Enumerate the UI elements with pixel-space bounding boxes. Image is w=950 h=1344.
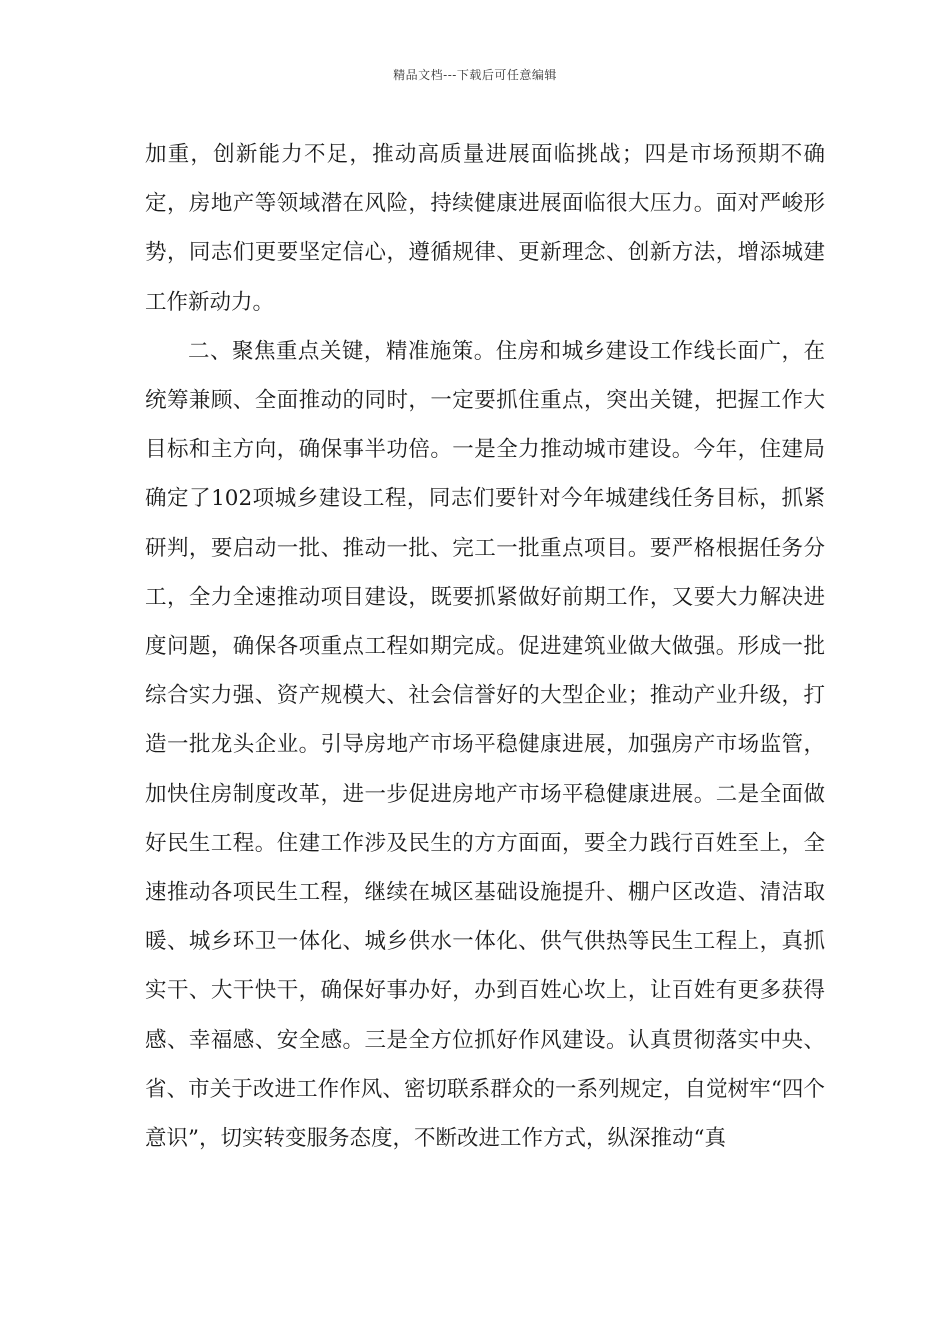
page-header: 精品文档---下载后可任意编辑 bbox=[393, 68, 557, 82]
paragraph-continuation: 加重，创新能力不足，推动高质量进展面临挑战；四是市场预期不确定，房地产等领域潜在风险，持续健康进展面临很大压力。面对严峻形势，同志们更要坚定信心，遵循规律、更新理念、创新方法，增添城建工作新动力。 bbox=[145, 142, 825, 315]
paragraph-section-two: 二、聚焦重点关键，精准施策。住房和城乡建设工作线长面广，在统筹兼顾、全面推动的同时，一定要抓住重点，突出关键，把握工作大目标和主方向，确保事半功倍。一是全力推动城市建设。今年，住建局确定了102项城乡建设工程，同志们要针对今年城建线任务目标，抓紧研判，要启动一批、推动一批、完工一批重点项目。要严格根据任务分工，全力全速推动项目建设，既要抓紧做好前期工作，又要大力解决进度问题，确保各项重点工程如期完成。促进建筑业做大做强。形成一批综合实力强、资产规模大、社会信誉好的大型企业；推动产业升级，打造一批龙头企业。引导房地产市场平稳健康进展，加强房产市场监管，加快住房制度改革，进一步促进房地产市场平稳健康进展。二是全面做好民生工程。住建工作涉及民生的方方面面，要全力践行百姓至上，全速推动各项民生工程，继续在城区基础设施提升、棚户区改造、清洁取暖、城乡环卫一体化、城乡供水一体化、供气供热等民生工程上，真抓实干、大干快干，确保好事办好，办到百姓心坎上，让百姓有更多获得感、幸福感、安全感。三是全方位抓好作风建设。认真贯彻落实中央、省、市关于改进工作作风、密切联系群众的一系列规定，自觉树牢“四个意识”，切实转变服务态度，不断改进工作方式，纵深推动“真 bbox=[145, 338, 825, 1152]
document-body bbox=[145, 130, 825, 1163]
